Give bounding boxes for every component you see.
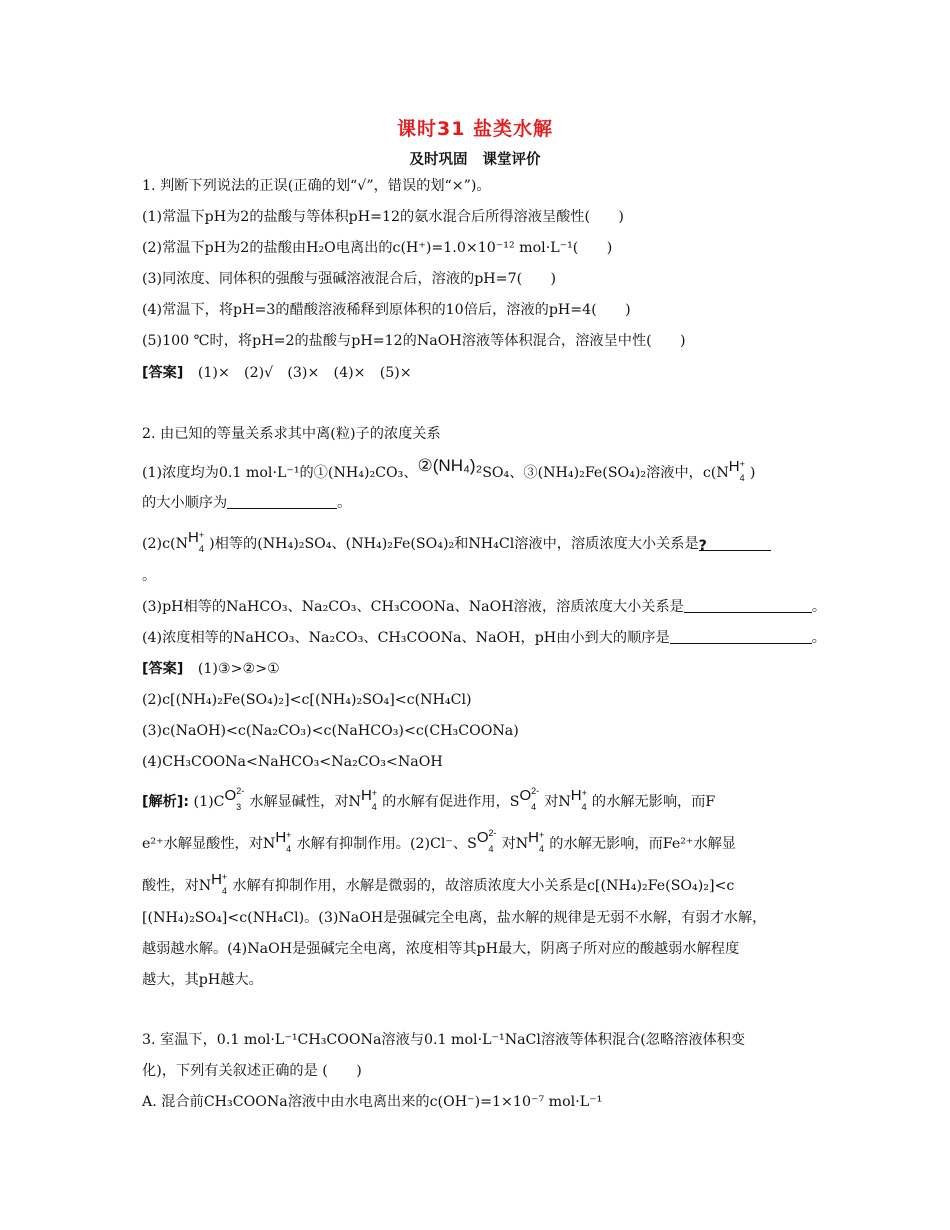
- analysis-text: 的水解有促进作用，S: [382, 794, 520, 810]
- q2-part-3: [142, 597, 827, 617]
- ion-sub: 4: [371, 802, 377, 812]
- ion-sub: 4: [739, 473, 745, 483]
- q2-part-4: [142, 628, 826, 648]
- answer-label: [答案]: [142, 661, 184, 677]
- analysis-text: 对N: [501, 836, 529, 852]
- analysis-line-2: [142, 828, 812, 854]
- nh4-ion: [275, 829, 296, 854]
- analysis-text: 的水解无影响，而Fe²⁺水解显: [549, 836, 736, 852]
- q1-item-2: (2)常温下pH为2的盐酸由H₂O电离出的c(H⁺)=1.0×10⁻¹² mol·L⁻¹( ): [142, 240, 613, 256]
- blank-mark: ?: [698, 538, 707, 554]
- answer-blank[interactable]: [684, 598, 812, 613]
- ion-sub: 4: [531, 802, 537, 812]
- so4-ion: [476, 828, 502, 854]
- co3-ion: [224, 786, 250, 812]
- q2-answer-3: (3)c(NaOH)<c(Na₂CO₃)<c(NaHCO₃)<c(CH₃COONa): [142, 723, 519, 739]
- analysis-line-5: 越弱越水解。(4)NaOH是强碱完全电离，浓度相等其pH最大，阴离子所对应的酸越弱水解程度: [142, 941, 740, 957]
- ion-letter: O: [224, 787, 237, 804]
- q2-p3-text-b: 。: [811, 599, 827, 615]
- ion-sup: 2-: [236, 786, 245, 796]
- nh4-ion: [728, 458, 750, 483]
- q2-p1-text-c: SO₄、③(NH₄)₂Fe(SO₄)₂溶液中，c(N: [482, 465, 729, 481]
- nh4-ion: [570, 787, 592, 812]
- ion-letter: H: [570, 787, 582, 804]
- q1-stem: 1. 判断下列说法的正误(正确的划“√”，错误的划“×”)。: [142, 178, 491, 194]
- q1-item-5: (5)100 ℃时，将pH=2的盐酸与pH=12的NaOH溶液等体积混合，溶液呈中性( ): [142, 333, 686, 349]
- q2-p1-formula: ②(NH₄)₂: [417, 456, 483, 475]
- q2-answer: [142, 659, 812, 679]
- ion-sup: +: [539, 830, 545, 840]
- q1-item-4: (4)常温下，将pH=3的醋酸溶液稀释到原体积的10倍后，溶液的pH=4( ): [142, 302, 631, 318]
- answer-text: (1)③>②>①: [197, 661, 280, 677]
- analysis-line-4: [(NH₄)₂SO₄]<c(NH₄Cl)。(3)NaOH是强碱完全电离，盐水解的规律是无弱不水解，有弱才水解，: [142, 910, 767, 926]
- ion-sup: +: [371, 788, 378, 798]
- ion-letter: H: [728, 458, 740, 475]
- q2-p3-text-a: (3)pH相等的NaHCO₃、Na₂CO₃、CH₃COONa、NaOH溶液，溶质浓度大小关系是: [142, 599, 684, 615]
- analysis-line-3: [142, 871, 812, 896]
- analysis-text: 的水解无影响，而F: [591, 794, 716, 810]
- analysis-text: 对N: [544, 794, 571, 810]
- ion-sub: 4: [198, 544, 204, 554]
- ion-letter: O: [519, 787, 532, 804]
- q2-p1-text-d: ): [749, 465, 756, 481]
- q2-answer-2: (2)c[(NH₄)₂Fe(SO₄)₂]<c[(NH₄)₂SO₄]<c(NH₄Cl): [142, 692, 472, 708]
- ion-letter: H: [211, 871, 223, 888]
- answer-label: [答案]: [142, 365, 184, 381]
- q3-option-a: A. 混合前CH₃COONa溶液中由水电离出来的c(OH⁻)=1×10⁻⁷ mol·L⁻¹: [142, 1094, 603, 1110]
- ion-sup: 2-: [531, 786, 540, 796]
- ion-letter: H: [360, 787, 372, 804]
- q2-p1-text-e: 的大小顺序为: [142, 495, 228, 511]
- ion-letter: O: [476, 829, 489, 846]
- ion-letter: H: [188, 529, 199, 546]
- q2-p4-text-a: (4)浓度相等的NaHCO₃、Na₂CO₃、CH₃COONa、NaOH，pH由小到大的顺序是: [142, 630, 670, 646]
- analysis-text: (1)C: [193, 794, 225, 810]
- ion-sub: 3: [236, 802, 242, 812]
- ion-sup: +: [739, 459, 745, 469]
- q2-p1-text-a: (1)浓度均为0.1 mol·L⁻¹的①(NH₄)₂CO₃、: [142, 465, 418, 481]
- answer-blank[interactable]: [670, 629, 812, 644]
- nh4-ion: [528, 829, 549, 854]
- q2-p4-text-b: 。: [811, 630, 826, 646]
- q1-answer: [142, 363, 812, 383]
- answer-text: (1)× (2)√ (3)× (4)× (5)×: [197, 365, 412, 381]
- q2-part-1b: [142, 493, 812, 513]
- analysis-label: [解析]:: [142, 794, 190, 810]
- page-title: 课时31 盐类水解: [396, 118, 554, 140]
- q2-p2-text-a: (2)c(N: [142, 536, 188, 552]
- q2-stem: 2. 由已知的等量关系求其中离(粒)子的浓度关系: [142, 426, 441, 442]
- ion-sub: 4: [581, 802, 587, 812]
- analysis-text: 水解显碱性，对N: [249, 794, 361, 810]
- q2-part-2b: 。: [142, 568, 157, 584]
- ion-sub: 4: [222, 886, 228, 896]
- nh4-ion: [188, 529, 209, 554]
- analysis-text: e²⁺水解显酸性，对N: [142, 836, 276, 852]
- ion-letter: H: [275, 829, 287, 846]
- ion-sub: 4: [286, 844, 292, 854]
- q2-answer-4: (4)CH₃COONa<NaHCO₃<Na₂CO₃<NaOH: [142, 754, 443, 770]
- analysis-line-6: 越大，其pH越大。: [142, 972, 263, 988]
- ion-sup: +: [286, 830, 292, 840]
- ion-sup: +: [198, 530, 205, 540]
- ion-sub: 4: [538, 844, 544, 854]
- q1-item-1: (1)常温下pH为2的盐酸与等体积pH=12的氨水混合后所得溶液呈酸性( ): [142, 209, 624, 225]
- ion-sub: 4: [488, 844, 494, 854]
- q2-part-2: [142, 529, 812, 554]
- ion-sup: +: [581, 788, 587, 798]
- analysis-line-1: [142, 786, 812, 812]
- q2-part-1: [142, 456, 812, 483]
- q3-stem-1: 3. 室温下，0.1 mol·L⁻¹CH₃COONa溶液与0.1 mol·L⁻¹NaCl溶液等体积混合(忽略溶液体积变: [142, 1032, 746, 1048]
- q2-p2-text-b: )相等的(NH₄)₂SO₄、(NH₄)₂Fe(SO₄)₂和NH₄Cl溶液中，溶质浓度大小关系是: [209, 536, 699, 552]
- answer-blank[interactable]: [227, 494, 337, 509]
- so4-ion: [519, 786, 544, 812]
- analysis-text: 水解有抑制作用，水解是微弱的，故溶质浓度大小关系是c[(NH₄)₂Fe(SO₄)₂]<c: [232, 878, 735, 894]
- q2-p1-text-f: 。: [337, 495, 352, 511]
- ion-sup: +: [222, 872, 228, 882]
- section-subtitle: 及时巩固 课堂评价: [409, 152, 541, 168]
- q1-item-3: (3)同浓度、同体积的强酸与强碱溶液混合后，溶液的pH=7( ): [142, 271, 557, 287]
- nh4-ion: [360, 787, 382, 812]
- analysis-text: 水解有抑制作用。(2)Cl⁻、S: [296, 836, 477, 852]
- analysis-text: 酸性，对N: [142, 878, 212, 894]
- q3-stem-2: 化)，下列有关叙述正确的是 ( ): [142, 1063, 362, 1079]
- ion-sup: 2-: [488, 828, 497, 838]
- ion-letter: H: [528, 829, 539, 846]
- nh4-ion: [211, 871, 232, 896]
- answer-blank[interactable]: [698, 536, 771, 554]
